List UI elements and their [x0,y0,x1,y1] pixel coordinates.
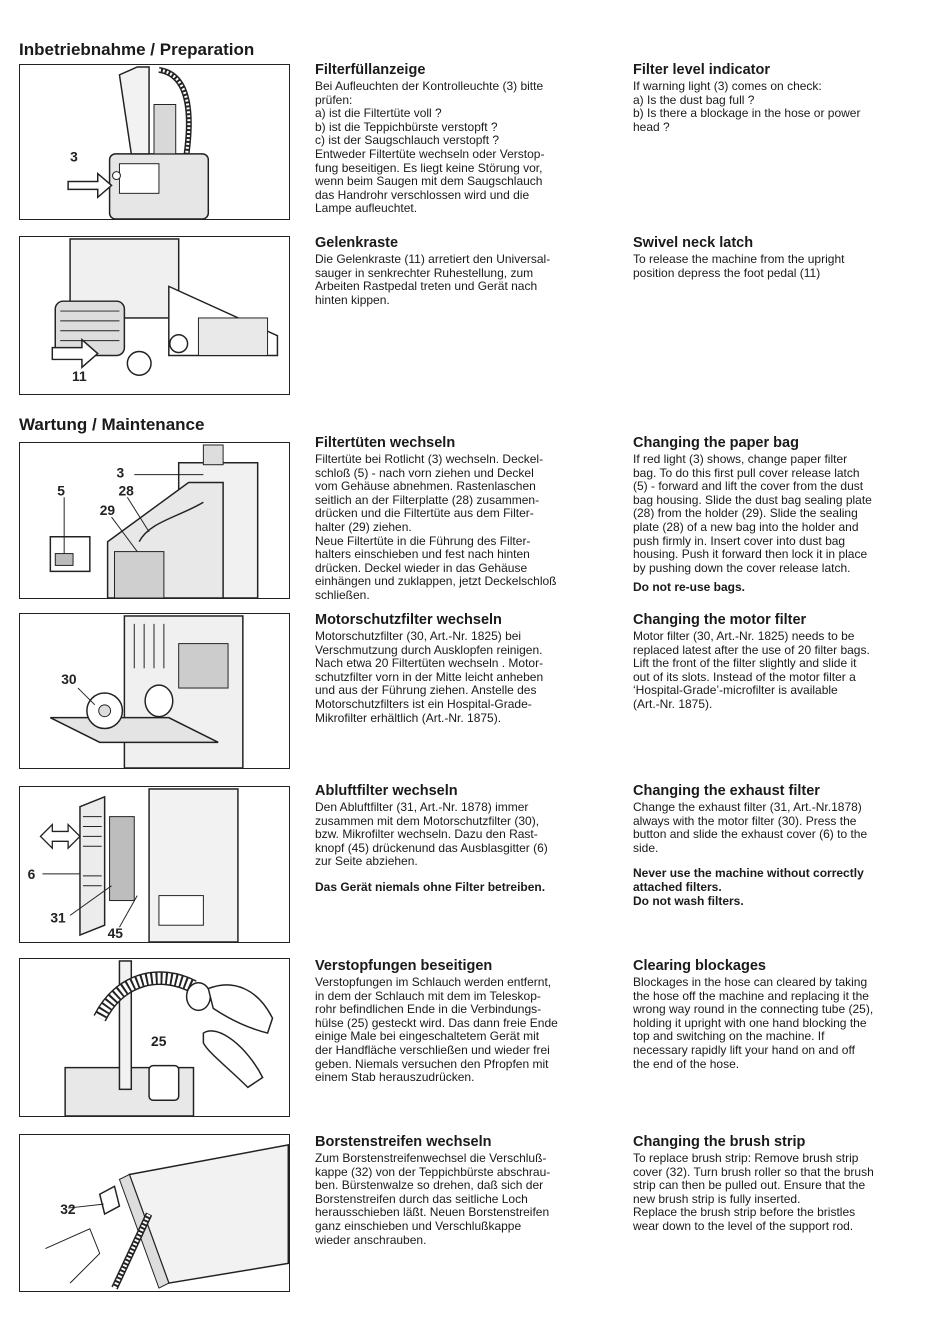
wheel-icon [127,352,151,376]
figure-swivel-latch [19,236,290,395]
block-swivel-latch-de [315,235,605,307]
block-brush-strip-de [315,1134,605,1247]
callout-6: 6 [27,865,36,882]
block-body: If red light (3) shows, change paper filter bag. To do this first pull cover release latch (5) - forward and lift the cover from the dust bag housing. Slide the dust bag sealing plate (28) from the holder (29). Slide the sealing plate (28) of a new bag into the holder and push firmly in. Insert cover into dust bag housing. Push it forward then lock it in place by pushing down the cover release latch. [633,452,872,575]
exhaust-filter-icon [110,817,135,901]
callout-25: 25 [151,1032,167,1049]
section-title-preparation: Inbetriebnahme / Preparation [19,40,255,59]
block-body: Bei Aufleuchten der Kontrolleuchte (3) bitte prüfen: a) ist die Filtertüte voll ? b) ist die Teppichbürste verstopft ? c) ist der Saugschlauch verstopft ? Entweder Filtertüte wechseln oder Verstop- fung beseitigen. Es liegt keine Störung vor, wenn beim Saugen mit dem Saugschlauch das Handrohr verschlossen wird und die Lampe aufleuchtet. [315,79,545,216]
rotation-arrow-icon [45,1229,99,1283]
block-body: Motorschutzfilter (30, Art.-Nr. 1825) bei Verschmutzung durch Ausklopfen reinigen. Nach etwa 20 Filtertüten wechseln . Motor- schutzfilter vorn in der Mitte leicht anheben und aus der Führung ziehen. Anstelle des Motorschutzfilters ist ein Hospital-Grade- Mikrofilter erhältlich (Art.-Nr. 1875). [315,629,544,725]
block-title: Abluftfilter wechseln [315,783,458,799]
block-exhaust-filter-de [315,783,605,895]
hand-icon [208,985,272,1033]
block-title: Filterfüllanzeige [315,62,426,78]
figure-blockages [19,958,290,1117]
block-title: Changing the exhaust filter [633,783,820,799]
block-exhaust-filter-en [633,783,913,908]
callout-11: 11 [72,368,87,385]
cover-latch-icon [55,554,73,566]
brush-strip-illustration [20,1135,289,1291]
callout-45: 45 [107,925,123,942]
brush-cap-icon [100,1186,120,1214]
figure-paper-bag [19,442,290,599]
dust-bag-housing-illustration [20,443,289,598]
figure-brush-strip [19,1134,290,1292]
block-title: Changing the brush strip [633,1134,806,1150]
block-title: Verstopfungen beseitigen [315,958,493,974]
block-title: Filter level indicator [633,62,770,78]
block-motor-filter-de [315,612,605,725]
block-swivel-latch-en [633,235,913,280]
block-brush-strip-en [633,1134,913,1234]
block-title: Borstenstreifen wechseln [315,1134,492,1150]
block-note: Do not re-use bags. [633,580,746,595]
block-body: Motor filter (30, Art.-Nr. 1825) needs to be replaced latest after the use of 20 filter bags. Lift the front of the filter slightly and slide it out of its slots. Instead of the motor filter a ‘Hospital-Grade’-microfilter is available (Art.-Nr. 1875). [633,629,870,711]
callout-31: 31 [50,909,66,926]
block-title: Clearing blockages [633,958,766,974]
callout-29: 29 [99,502,116,519]
block-body: If warning light (3) comes on check: a) Is the dust bag full ? b) Is there a blockage in the hose or power head ? [633,79,861,134]
motor-filter-illustration [20,614,289,768]
callout-32: 32 [60,1200,76,1217]
block-body: Verstopfungen im Schlauch werden entfernt, in dem der Schlauch mit dem im Teleskop- rohr befindlichen Ende in die Verbindungs- hülse (25) gesteckt wird. Das dann freie Ende einige Male bei eingeschaltetem Gerät mit der Handfläche verschließen und wieder frei geben. Niemals versuchen den Pfropfen mit einem Stab herauszudrücken. [315,975,558,1085]
block-paper-bag-en [633,435,913,595]
block-title: Filtertüten wechseln [315,435,456,451]
block-motor-filter-en [633,612,913,712]
vacuum-upright-illustration [20,65,289,219]
block-body: Den Abluftfilter (31, Art.-Nr. 1878) immer zusammen mit dem Motorschutzfilter (30), bzw. Mikrofilter wechseln. Dazu den Rast- knopf (45) drückenund das Ausblasgitter (6) zur Seite abziehen. [315,800,548,869]
hand-icon [203,1031,262,1088]
block-title: Gelenkraste [315,235,399,251]
power-head-illustration [20,237,289,394]
block-note: Never use the machine without correctly attached filters. Do not wash filters. [633,866,864,908]
block-title: Changing the motor filter [633,612,807,628]
block-body: To replace brush strip: Remove brush strip cover (32). Turn brush roller so that the brush strip can then be pulled out. Ensure that the new brush strip is fully inserted. Replace the brush strip before the bristles wear down to the level of the support rod. [633,1151,874,1233]
callout-5: 5 [57,482,65,499]
figure-motor-filter [19,613,290,769]
block-body: To release the machine from the upright position depress the foot pedal (11) [633,252,845,280]
block-blockages-en [633,958,913,1071]
connecting-tube-icon [149,1066,179,1101]
figure-exhaust-filter [19,786,290,943]
block-body: Change the exhaust filter (31, Art.-Nr.1878) always with the motor filter (30). Press the button and slide the exhaust cover (6) to the side. [633,800,868,855]
callout-28: 28 [118,482,134,499]
block-title: Changing the paper bag [633,435,799,451]
block-blockages-de [315,958,605,1085]
callout-3: 3 [116,464,125,481]
wheel-icon [170,335,188,353]
hose-blockage-illustration [20,959,289,1116]
block-title: Swivel neck latch [633,235,754,251]
figure-filter-indicator [19,64,290,220]
arrow-right-icon [68,174,111,198]
section-title-maintenance: Wartung / Maintenance [19,415,205,434]
motor-icon [145,685,173,717]
block-body: Zum Borstenstreifenwechsel die Verschluß- kappe (32) von der Teppichbürste abschrau- ben. Bürstenwalze so drehen, daß sich der Borstenstreifen durch das seitliche Loch herausschieben läßt. Neuen Borstenstreifen ganz einschieben und Verschlußkappe wieder anschrauben. [315,1151,551,1247]
block-body: Blockages in the hose can cleared by taking the hose off the machine and replacing it the wrong way round in the connecting tube (25), holding it upright with one hand blocking the top and switching on the machine. If necessary rapidly lift your hand on and off the end of the hose. [633,975,874,1071]
block-filter-indicator-en [633,62,913,134]
exhaust-filter-illustration [20,787,289,942]
double-arrow-icon [40,825,79,849]
block-paper-bag-de [315,435,605,603]
block-filter-indicator-de [315,62,605,216]
block-note: Das Gerät niemals ohne Filter betreiben. [315,879,546,894]
callout-3: 3 [70,148,78,165]
block-title: Motorschutzfilter wechseln [315,612,502,628]
block-body: Filtertüte bei Rotlicht (3) wechseln. Deckel- schloß (5) - nach vorn ziehen und Deckel vom Gehäuse abnehmen. Rastenlaschen seitlich an der Filterplatte (28) zusammen- drücken und die Filtertüte aus dem Filter- halter (29) ziehen. Neue Filtertüte in die Führung des Filter- halters einschieben und fest nach hinten drücken. Deckel wieder in das Gehäuse einhängen und zuklappen, jetzt Deckelschloß schließen. [315,452,557,602]
warning-light-icon [113,172,121,180]
block-body: Die Gelenkraste (11) arretiert den Universal- sauger in senkrechter Ruhestellung, zum Arbeiten Rastpedal treten und Gerät nach hinten kippen. [315,252,551,307]
callout-30: 30 [61,671,77,688]
